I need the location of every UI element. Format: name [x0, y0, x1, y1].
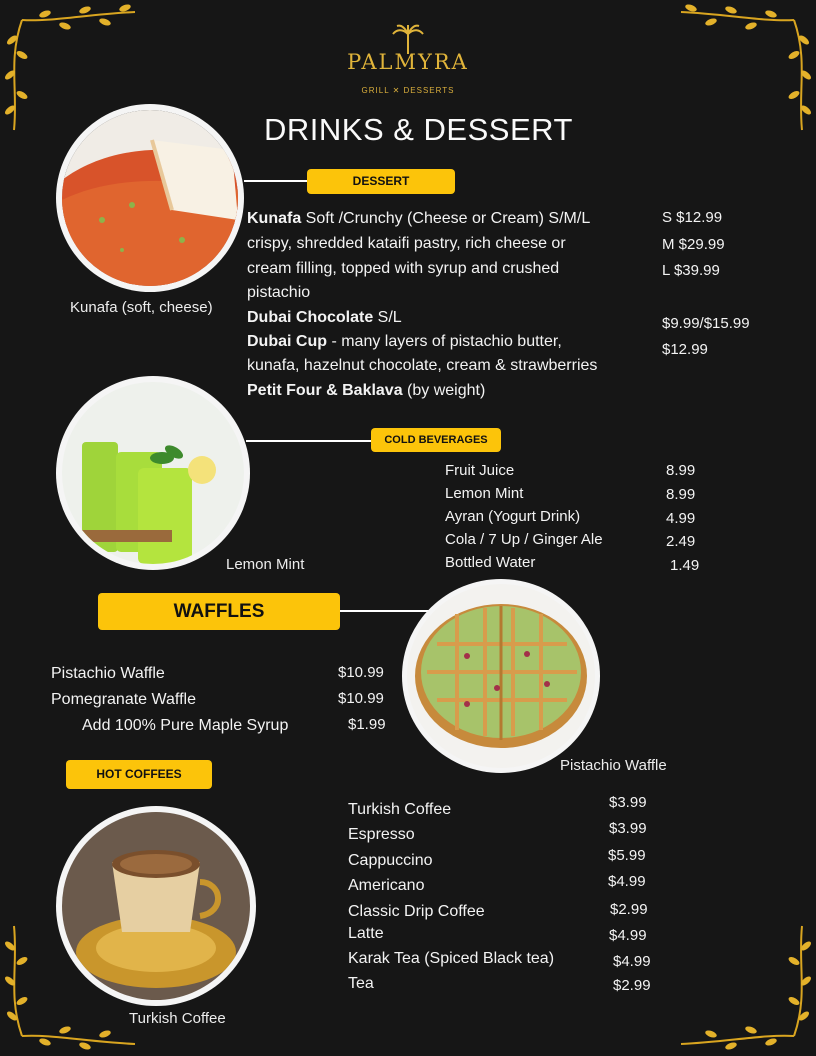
waffle-item-name: Pistachio Waffle	[51, 665, 165, 682]
vine-ornament-bottom-right	[676, 921, 816, 1056]
kunafa-desc-1: crispy, shredded kataifi pastry, rich cheese or	[247, 235, 566, 252]
cold-beverage-name: Lemon Mint	[445, 485, 524, 502]
logo-name: PALMYRA	[347, 50, 469, 74]
hot-coffee-price: $4.99	[608, 873, 646, 890]
dubai-chocolate-line	[247, 306, 402, 330]
dubai-cup-desc-2: kunafa, hazelnut chocolate, cream & strawberries	[247, 357, 598, 374]
cold-beverage-price: 8.99	[666, 486, 696, 503]
cold-beverage-name: Ayran (Yogurt Drink)	[445, 508, 581, 525]
pistachio-waffle-caption: Pistachio Waffle	[560, 757, 667, 774]
waffle-addon-price: $1.99	[348, 716, 386, 733]
hot-coffee-price: $2.99	[610, 901, 648, 918]
hot-coffee-price: $2.99	[613, 977, 651, 994]
lemon-mint-caption: Lemon Mint	[226, 556, 305, 573]
dubai-chocolate-options: S/L	[373, 309, 402, 326]
hot-coffee-name: Karak Tea (Spiced Black tea)	[348, 950, 555, 967]
brand-logo	[330, 24, 486, 104]
dubai-cup-line	[247, 330, 562, 354]
cold-beverages-heading: COLD BEVERAGES	[371, 428, 501, 452]
dubai-cup-name: Dubai Cup	[247, 333, 327, 350]
kunafa-price-m: M $29.99	[662, 236, 725, 253]
dubai-cup-price: $12.99	[662, 341, 708, 358]
waffle-addon-name: Add 100% Pure Maple Syrup	[82, 717, 289, 734]
hot-coffee-name: Tea	[348, 975, 374, 992]
waffle-item-price: $10.99	[338, 664, 384, 681]
hot-coffee-price: $3.99	[609, 794, 647, 811]
kunafa-line	[247, 207, 590, 231]
logo-subtitle: GRILL ✕ DESSERTS	[361, 86, 455, 95]
turkish-coffee-caption: Turkish Coffee	[129, 1010, 226, 1027]
waffle-item-price: $10.99	[338, 690, 384, 707]
waffle-item-name: Pomegranate Waffle	[51, 691, 196, 708]
waffles-connector	[340, 610, 430, 612]
hot-coffee-price: $3.99	[609, 820, 647, 837]
hot-coffee-price: $4.99	[613, 953, 651, 970]
hot-coffees-heading: HOT COFFEES	[66, 760, 212, 789]
waffles-heading: WAFFLES	[98, 593, 340, 630]
petit-four-options: (by weight)	[402, 382, 486, 399]
cold-beverage-name: Fruit Juice	[445, 462, 515, 479]
kunafa-name: Kunafa	[247, 210, 302, 227]
dubai-cup-desc-1: - many layers of pistachio butter,	[327, 333, 562, 350]
kunafa-desc-3: pistachio	[247, 284, 311, 301]
page-title: DRINKS & DESSERT	[264, 112, 573, 147]
kunafa-photo	[56, 104, 244, 292]
kunafa-price-l: L $39.99	[662, 262, 720, 279]
kunafa-caption: Kunafa (soft, cheese)	[70, 299, 213, 316]
cold-beverage-price: 8.99	[666, 462, 696, 479]
cold-beverage-price: 1.49	[670, 557, 700, 574]
cold-beverage-name: Cola / 7 Up / Ginger Ale	[445, 531, 603, 548]
hot-coffee-name: Latte	[348, 925, 384, 942]
kunafa-desc-2: cream filling, topped with syrup and crushed	[247, 260, 560, 277]
cold-beverage-price: 2.49	[666, 533, 696, 550]
hot-coffee-price: $4.99	[609, 927, 647, 944]
dessert-connector	[244, 180, 308, 182]
hot-coffee-price: $5.99	[608, 847, 646, 864]
cold-beverage-name: Bottled Water	[445, 554, 536, 571]
hot-coffee-name: Cappuccino	[348, 852, 433, 869]
hot-coffee-name: Americano	[348, 877, 425, 894]
dubai-chocolate-price: $9.99/$15.99	[662, 315, 750, 332]
pistachio-waffle-photo	[402, 579, 600, 773]
petit-four-name: Petit Four & Baklava	[247, 382, 403, 399]
hot-coffee-name: Classic Drip Coffee	[348, 903, 485, 920]
cold-beverages-connector	[246, 440, 372, 442]
cold-beverage-price: 4.99	[666, 510, 696, 527]
dessert-heading: DESSERT	[307, 169, 455, 194]
hot-coffee-name: Espresso	[348, 826, 415, 843]
turkish-coffee-photo	[56, 806, 256, 1006]
hot-coffee-name: Turkish Coffee	[348, 801, 452, 818]
lemon-mint-photo	[56, 376, 250, 570]
vine-ornament-top-right	[676, 0, 816, 135]
kunafa-price-s: S $12.99	[662, 209, 723, 226]
dubai-chocolate-name: Dubai Chocolate	[247, 309, 374, 326]
kunafa-options: Soft /Crunchy (Cheese or Cream) S/M/L	[301, 210, 591, 227]
petit-four-line	[247, 379, 485, 403]
